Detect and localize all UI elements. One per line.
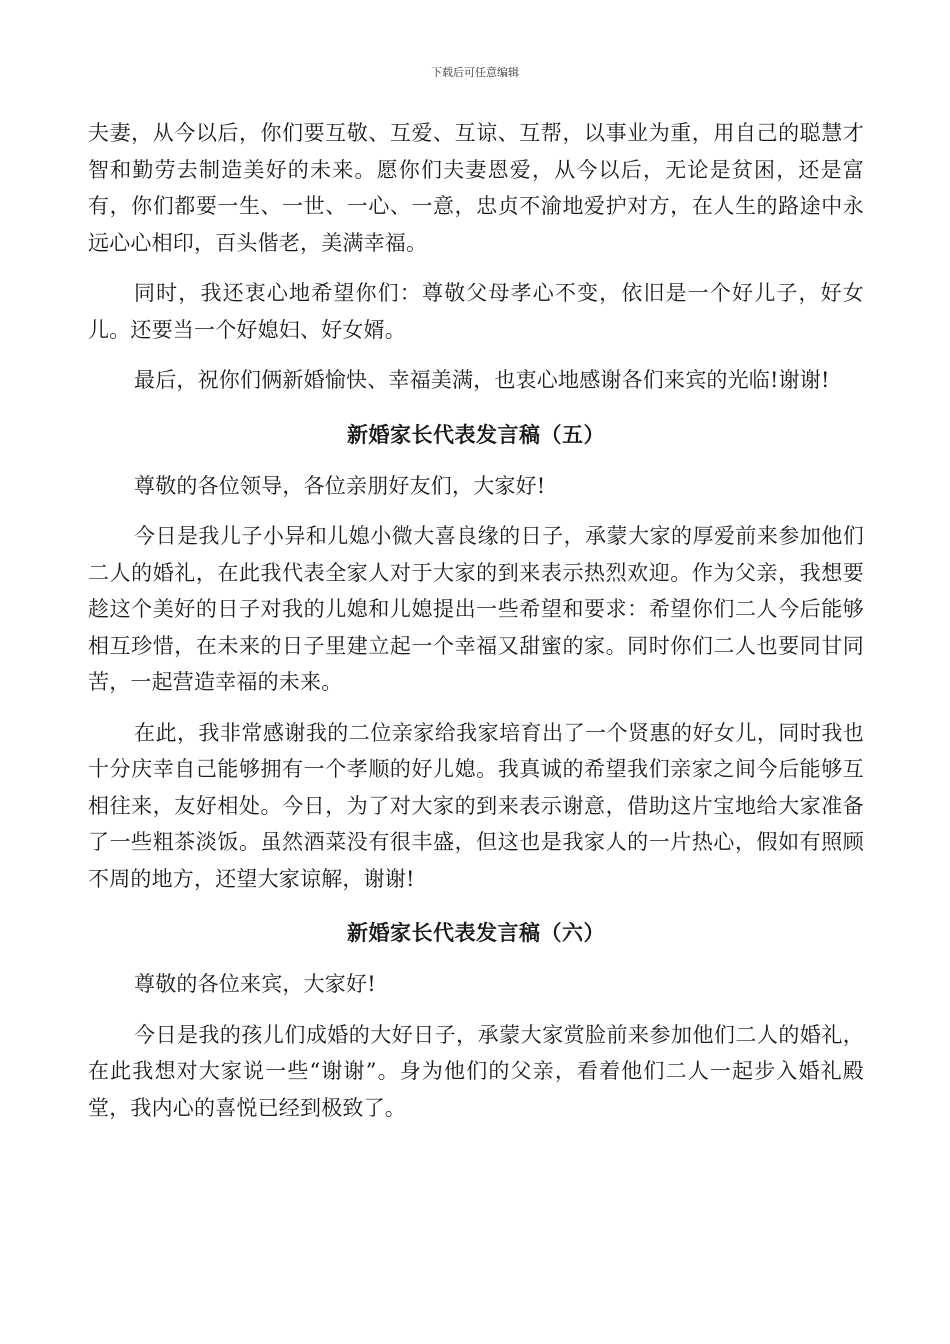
greeting: 尊敬的各位领导，各位亲朋好友们，大家好!: [134, 473, 546, 498]
header-note: 下载后可任意编辑: [431, 66, 519, 79]
paragraph: 今日是我的孩儿们成婚的大好日子，承蒙大家赏脸前来参加他们二人的婚礼，在此我想对大家说一些“谢谢”。身为他们的父亲，看着他们二人一起步入婚礼殿堂，我内心的喜悦已经到极致了。: [88, 1022, 864, 1120]
greeting: 尊敬的各位来宾，大家好!: [134, 972, 376, 996]
paragraph: 夫妻，从今以后，你们要互敬、互爱、互谅、互帮，以事业为重，用自己的聪慧才智和勤劳去制造美好的未来。愿你们夫妻恩爱，从今以后，无论是贫困，还是富有，你们都要一生、一世、一心、一意，忠贞不渝地爱护对方，在人生的路途中永远心心相印，百头偕老，美满幸福。: [88, 121, 864, 255]
section-title-5: 新婚家长代表发言稿（五）: [347, 421, 605, 447]
section-title-6: 新婚家长代表发言稿（六）: [347, 920, 605, 945]
document-body: [88, 115, 864, 1126]
paragraph: 同时，我还衷心地希望你们：尊敬父母孝心不变，依旧是一个好儿子，好女儿。还要当一个好媳妇、好女婿。: [88, 281, 864, 342]
paragraph: 今日是我儿子小异和儿媳小微大喜良缘的日子，承蒙大家的厚爱前来参加他们二人的婚礼，在此我代表全家人对于大家的到来表示热烈欢迎。作为父亲，我想要趁这个美好的日子对我的儿媳和儿媳提出一些希望和要求：希望你们二人今后能够相互珍惜，在未来的日子里建立起一个幸福又甜蜜的家。同时你们二人也要同甘同苦，一起营造幸福的未来。: [88, 524, 864, 694]
paragraph: 最后，祝你们俩新婚愉快、幸福美满，也衷心地感谢各们来宾的光临!谢谢!: [134, 368, 830, 392]
paragraph: 在此，我非常感谢我的二位亲家给我家培育出了一个贤惠的好女儿，同时我也十分庆幸自己能够拥有一个孝顺的好儿媳。我真诚的希望我们亲家之间今后能够互相往来，友好相处。今日，为了对大家的到来表示谢意，借助这片宝地给大家准备了一些粗茶淡饭。虽然酒菜没有很丰盛，但这也是我家人的一片热心，假如有照顾不周的地方，还望大家谅解，谢谢!: [88, 720, 864, 891]
